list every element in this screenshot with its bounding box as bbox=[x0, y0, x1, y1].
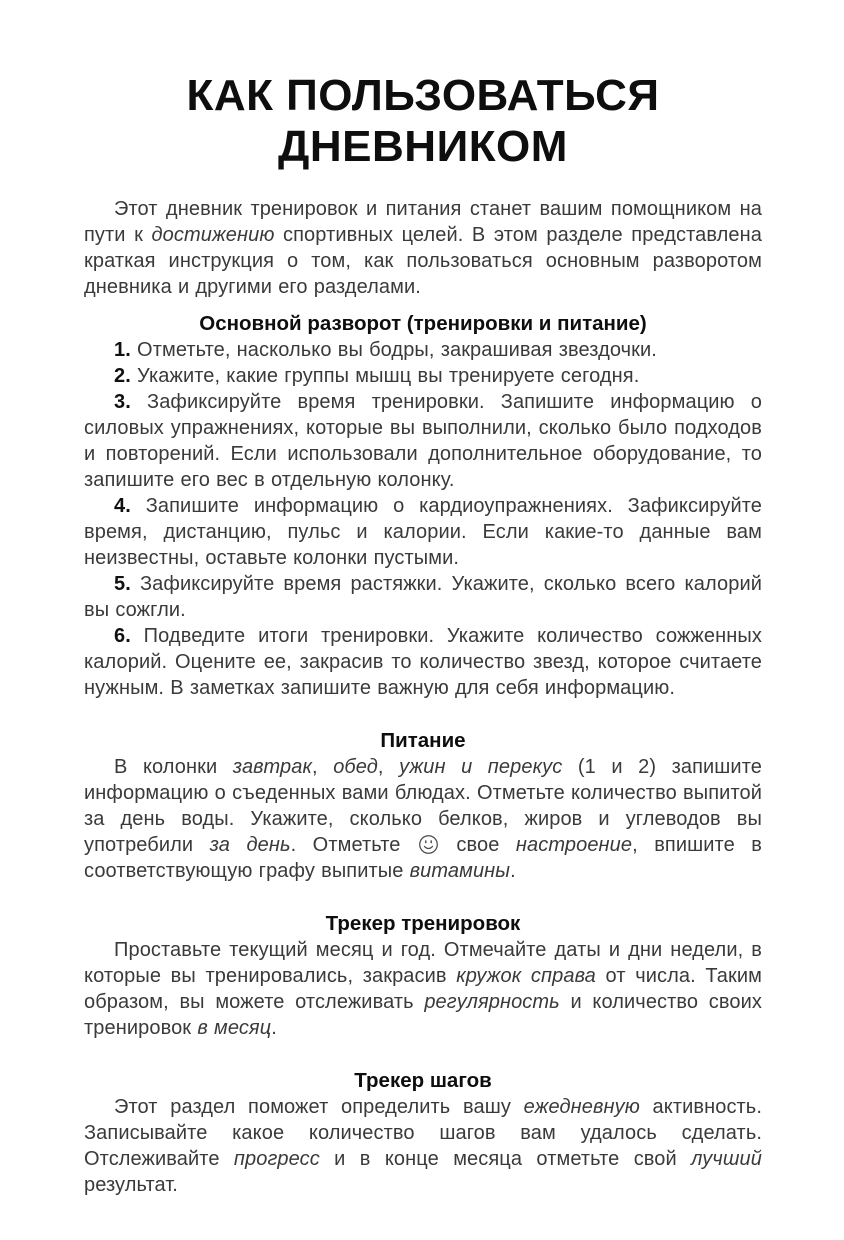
emphasized-text: прогресс bbox=[233, 1148, 320, 1170]
list-number: 2. bbox=[114, 365, 131, 387]
emphasized-text: обед bbox=[333, 756, 378, 778]
emphasized-text: настроение bbox=[515, 834, 633, 856]
emphasized-text: кружок справа bbox=[456, 965, 596, 987]
list-number: 5. bbox=[114, 573, 131, 595]
paragraph: В колонки завтрак, обед, ужин и перекус (1 и 2) запишите информацию о съеденных вами блюдах. Отметьте количество выпитой за день воды. Укажите, сколько белков, жиров и углеводов вы употребили за день. Отметьте свое настроение, впишите в соответствующую графу выпитые витамины. bbox=[84, 756, 762, 882]
paragraph: 6. Подведите итоги тренировки. Укажите количество сожженных калорий. Оцените ее, закрасив то количество звезд, которое считаете нужным. В заметках запишите важную для себя информацию. bbox=[84, 625, 762, 699]
paragraph: 4. Запишите информацию о кардиоупражнениях. Зафиксируйте время, дистанцию, пульс и калории. Если какие-то данные вам неизвестны, оставьте колонки пустыми. bbox=[84, 495, 762, 569]
list-number: 3. bbox=[114, 391, 131, 413]
emphasized-text: достижению bbox=[151, 224, 275, 246]
page-title bbox=[84, 70, 762, 172]
paragraph: 5. Зафиксируйте время растяжки. Укажите, сколько всего калорий вы сожгли. bbox=[84, 573, 762, 621]
paragraph: 1. Отметьте, насколько вы бодры, закрашивая звездочки. bbox=[114, 339, 657, 361]
list-number: 4. bbox=[114, 495, 131, 517]
paragraph: 2. Укажите, какие группы мышц вы тренируете сегодня. bbox=[114, 365, 640, 387]
section-heading: Трекер тренировок bbox=[325, 912, 521, 935]
paragraph: Проставьте текущий месяц и год. Отмечайте даты и дни недели, в которые вы тренировались, закрасив кружок справа от числа. Таким образом, вы можете отслеживать регулярность и количество своих тренировок в месяц. bbox=[84, 939, 763, 1039]
list-number: 6. bbox=[114, 625, 131, 647]
emphasized-text: витамины bbox=[409, 860, 511, 882]
emphasized-text: завтрак bbox=[232, 756, 313, 778]
section-heading: Основной разворот (тренировки и питание) bbox=[199, 312, 647, 335]
section-heading: Трекер шагов bbox=[354, 1069, 492, 1092]
emphasized-text: лучший bbox=[691, 1148, 762, 1170]
paragraph: Этот дневник тренировок и питания станет вашим помощником на пути к достижению спортивных целей. В этом разделе представлена краткая инструкция о том, как пользоваться основным разворотом дневника и другими его разделами. bbox=[84, 198, 762, 298]
emphasized-text: регулярность bbox=[424, 991, 560, 1013]
page-title-line1: КАК ПОЛЬЗОВАТЬСЯ bbox=[186, 71, 660, 120]
section-heading: Питание bbox=[380, 729, 466, 752]
emphasized-text: ужин и перекус bbox=[399, 756, 563, 778]
emphasized-text: ежедневную bbox=[523, 1096, 640, 1118]
page-title-line2: ДНЕВНИКОМ bbox=[278, 122, 568, 171]
paragraph: 3. Зафиксируйте время тренировки. Запишите информацию о силовых упражнениях, которые вы выполнили, сколько было подходов и повторений. Если использовали дополнительное оборудование, то запишите его вес в отдельную колонку. bbox=[84, 391, 762, 491]
emphasized-text: за день bbox=[209, 834, 291, 856]
smiley-face-icon bbox=[418, 834, 439, 855]
emphasized-text: в месяц bbox=[197, 1017, 272, 1039]
list-number: 1. bbox=[114, 339, 131, 361]
page-body bbox=[84, 196, 762, 1198]
paragraph: Этот раздел поможет определить вашу ежедневную активность. Записывайте какое количество шагов вам удалось сделать. Отслеживайте прогресс и в конце месяца отметьте свой лучший результат. bbox=[84, 1096, 762, 1196]
